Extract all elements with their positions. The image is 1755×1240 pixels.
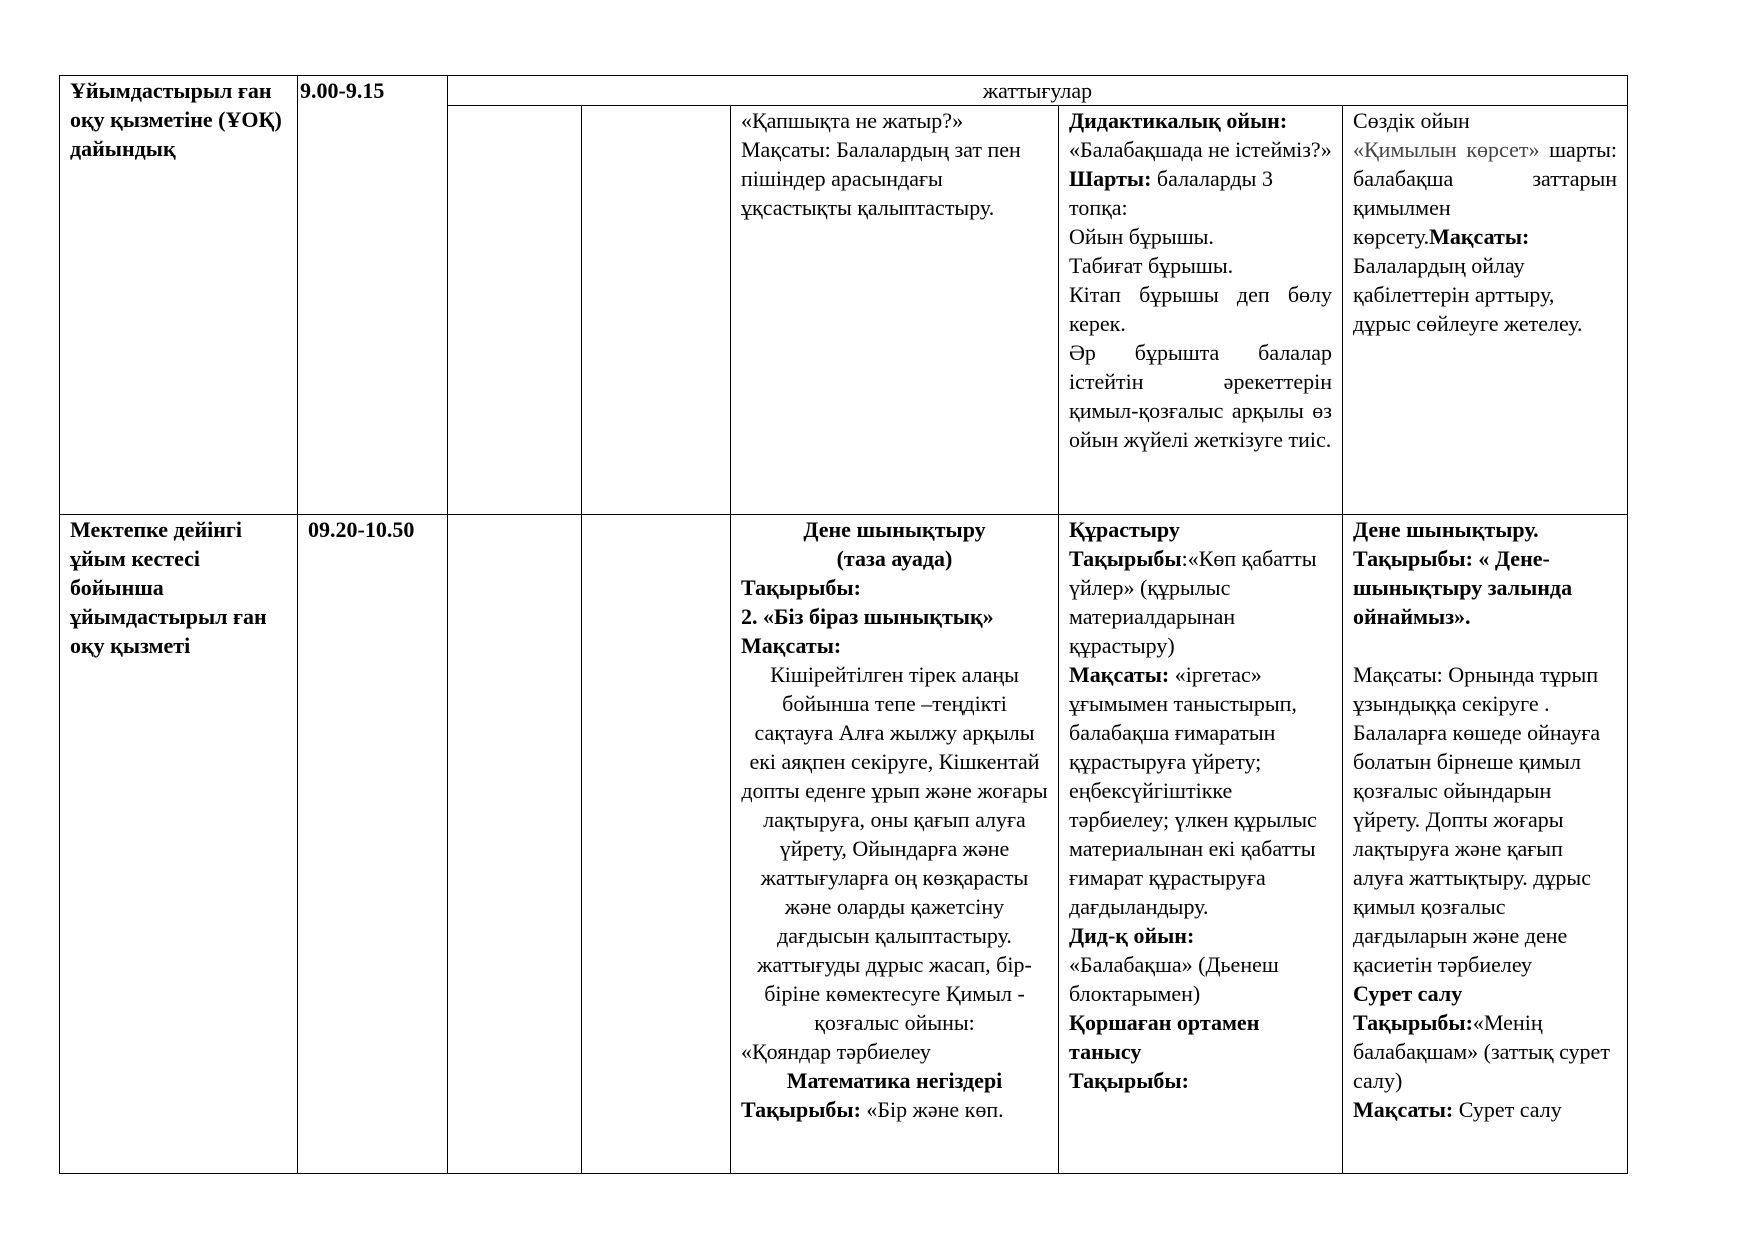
word-game-aim-label: Мақсаты:	[1429, 224, 1530, 249]
time-cell-preparation	[298, 76, 448, 515]
pe-topic: 2. «Біз біраз шынықтық»	[741, 604, 994, 629]
condition-text: балаларды 3 топқа:	[1069, 166, 1273, 220]
empty-cell-c2	[448, 515, 582, 1174]
section-text: Мектепке дейінгі ұйым кестесі бойынша ұйымдастырыл ған оқу қызметі	[70, 517, 267, 658]
spacer	[1353, 631, 1617, 660]
drawing-aim: Сурет салу	[1453, 1097, 1562, 1122]
pe-aim-label: Мақсаты:	[741, 633, 842, 658]
word-game-condition: шарты: балабақша заттарын қимылмен көрсету.	[1353, 137, 1618, 249]
game-aim: Мақсаты: Балалардың зат пен пішіндер арасындағы ұқсастықты қалыптастыру.	[741, 137, 1021, 220]
construction-aim-label: Мақсаты:	[1069, 662, 1170, 687]
time-text: 09.20-10.50	[308, 517, 415, 542]
pe-hall-aim: Мақсаты: Орнында тұрып ұзындыққа секіруге . Балаларға көшеде ойнауға болатын бірнеше қимыл қозғалыс ойындарын үйрету. Допты жоғары лақтыруға және қағып алуға жаттықтыру. дұрыс қимыл қозғалыс дағдыларын және дене қасиетін тәрбиелеу	[1353, 662, 1601, 977]
didactic-game-name: «Балабақшада не істейміз?»	[1069, 137, 1332, 162]
activity-cell-g1	[1343, 106, 1628, 515]
pe-subtitle: (таза ауада)	[836, 546, 953, 571]
environment-topic-label: Тақырыбы:	[1069, 1068, 1189, 1093]
row-preparation-header	[60, 76, 1628, 106]
pe-aim-tail: «Қояндар тәрбиелеу	[741, 1039, 931, 1064]
pe-aim-text: Кішірейтілген тірек алаңы бойынша тепе –теңдікті сақтауға Алға жылжу арқылы екі аяқпен секіруге, Кішкентай допты еденге ұрып және жоғары лақтыруға, оны қағып алуға үйрету, Ойындарға және жаттығуларға оң көзқарасты және оларды қажетсіну дағдысын қалыптастыру. жаттығуды дұрыс жасап, бір-біріне көмектесуге Қимыл - қозғалыс ойыны:	[741, 662, 1048, 1035]
word-game-aim: Балалардың ойлау қабілеттерін арттыру, дұрыс сөйлеуге жетелеу.	[1353, 253, 1583, 336]
corner-nature: Табиғат бұрышы.	[1069, 253, 1234, 278]
pe-title: Дене шынықтыру	[803, 517, 986, 542]
empty-cell-d2	[582, 515, 731, 1174]
did-game-label: Дид-қ ойын:	[1069, 923, 1195, 948]
empty-cell-d1	[582, 106, 731, 515]
empty-cell-c1	[448, 106, 582, 515]
activity-cell-f2	[1059, 515, 1343, 1174]
word-game-name: «Қимылын көрсет»	[1353, 137, 1540, 162]
game-rule: Әр бұрышта балалар істейтін әрекеттерін қимыл-қозғалыс арқылы өз ойын жүйелі жеткізуге тиіс.	[1069, 340, 1332, 452]
corner-book: Кітап бұрышы деп бөлу керек.	[1069, 282, 1332, 336]
activity-cell-f1	[1059, 106, 1343, 515]
didactic-game-label: Дидактикалық ойын:	[1069, 108, 1288, 133]
drawing-topic-label: Тақырыбы:	[1353, 1010, 1473, 1035]
condition-label: Шарты:	[1069, 166, 1152, 191]
did-game-text: «Балабақша» (Дьенеш блоктарымен)	[1069, 952, 1279, 1006]
pe-topic-label: Тақырыбы:	[741, 575, 861, 600]
construction-topic: :«Көп қабатты үйлер» (құрылыс материалдарынан құрастыру)	[1069, 546, 1317, 658]
row-organized-activity	[60, 515, 1628, 1174]
environment-title: Қоршаған ортамен танысу	[1069, 1010, 1260, 1064]
construction-topic-label: Тақырыбы	[1069, 546, 1182, 571]
section-label-preparation	[60, 76, 298, 515]
activity-cell-g2	[1343, 515, 1628, 1174]
construction-aim: «іргетас» ұғымымен таныстырып, балабақша ғимаратын құрастыруға үйрету; еңбексүйгіштікке тәрбиелеу; үлкен құрылыс материалынан екі қабатты ғимарат құрастыруға дағдыландыру.	[1069, 662, 1317, 919]
math-title: Математика негіздері	[786, 1068, 1003, 1093]
section-label-activity	[60, 515, 298, 1174]
pe-hall-title: Дене шынықтыру.	[1353, 517, 1539, 542]
drawing-topic: «Менің балабақшам» (заттық сурет салу)	[1353, 1010, 1610, 1093]
section-text: Ұйымдастырыл ған оқу қызметіне (ҰОҚ) дайындық	[70, 78, 282, 161]
game-title: «Қапшықта не жатыр?»	[741, 108, 964, 133]
math-topic-label: Тақырыбы:	[741, 1097, 861, 1122]
word-game-label: Сөздік ойын	[1353, 108, 1470, 133]
schedule-table	[59, 75, 1628, 1174]
drawing-title: Сурет салу	[1353, 981, 1463, 1006]
exercises-header-text: жаттығулар	[982, 78, 1093, 103]
activity-cell-e1	[731, 106, 1059, 515]
math-topic: «Бір және көп.	[860, 1097, 1004, 1122]
pe-hall-topic: Тақырыбы: « Дене-шынықтыру залында ойнаймыз».	[1353, 546, 1573, 629]
corner-game: Ойын бұрышы.	[1069, 224, 1214, 249]
time-text: 9.00-9.15	[300, 78, 385, 103]
drawing-aim-label: Мақсаты:	[1353, 1097, 1454, 1122]
construction-title: Құрастыру	[1069, 517, 1180, 542]
exercises-header	[448, 76, 1628, 106]
activity-cell-e2	[731, 515, 1059, 1174]
time-cell-activity	[298, 515, 448, 1174]
